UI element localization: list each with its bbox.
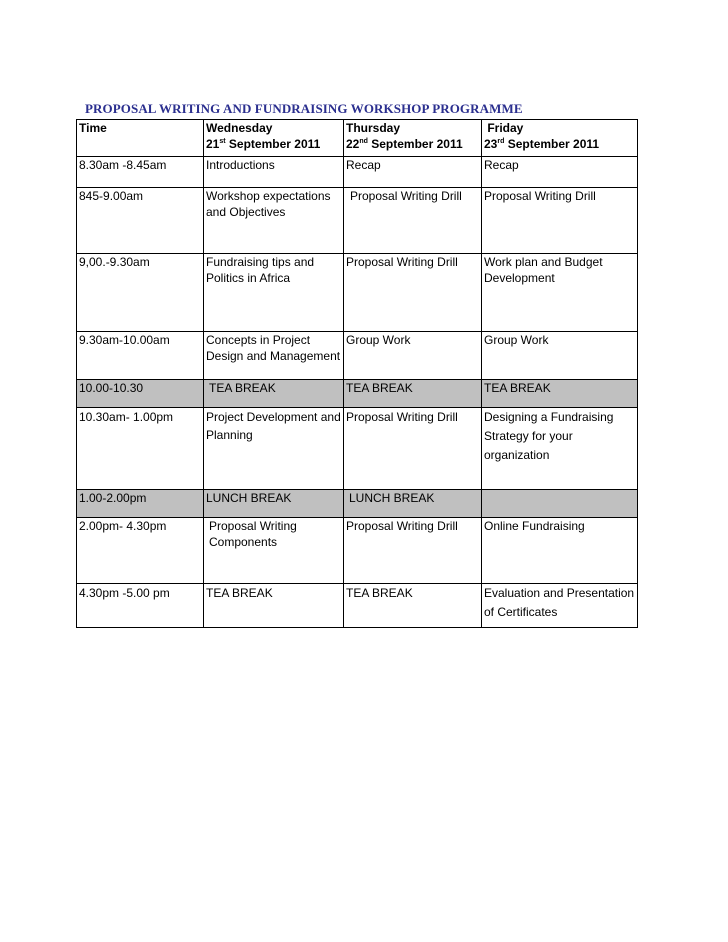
header-thursday-name: Thursday (346, 121, 401, 135)
thursday-cell: Group Work (344, 332, 482, 380)
wednesday-cell: Introductions (204, 157, 344, 188)
thursday-cell: Proposal Writing Drill (344, 254, 482, 332)
header-friday-date (484, 136, 637, 152)
time-cell: 10.30am- 1.00pm (77, 408, 204, 490)
friday-cell: Online Fundraising (482, 518, 638, 584)
wednesday-cell (204, 254, 344, 332)
date-suffix: nd (359, 138, 368, 145)
friday-cell: Proposal Writing Drill (482, 188, 638, 254)
date-rest: September 2011 (504, 137, 600, 151)
table-row (77, 408, 638, 490)
table-row (77, 332, 638, 380)
table-row-break (77, 380, 638, 408)
time-cell: 8.30am -8.45am (77, 157, 204, 188)
thursday-text: LUNCH BREAK (349, 491, 435, 505)
friday-cell: Group Work (482, 332, 638, 380)
thursday-text: Proposal Writing Drill (350, 189, 462, 203)
thursday-cell: Proposal Writing Drill (344, 408, 482, 490)
wednesday-cell: LUNCH BREAK (204, 490, 344, 518)
wednesday-cell: Project Development and Planning (204, 408, 344, 490)
table-row (77, 157, 638, 188)
friday-cell (482, 490, 638, 518)
time-cell: 1.00-2.00pm (77, 490, 204, 518)
friday-cell: TEA BREAK (482, 380, 638, 408)
time-cell: 9.30am-10.00am (77, 332, 204, 380)
document-title: PROPOSAL WRITING AND FUNDRAISING WORKSHOP PROGRAMME (85, 101, 523, 116)
thursday-cell: Proposal Writing Drill (344, 518, 482, 584)
date-num: 22 (346, 137, 360, 151)
table-row-break (77, 490, 638, 518)
time-cell: 2.00pm- 4.30pm (77, 518, 204, 584)
thursday-cell: Recap (344, 157, 482, 188)
thursday-cell: TEA BREAK (344, 380, 482, 408)
wednesday-text: TEA BREAK (209, 381, 276, 395)
table-row (77, 188, 638, 254)
wednesday-cell: TEA BREAK (204, 584, 344, 628)
table-row (77, 518, 638, 584)
header-time: Time (79, 121, 107, 135)
header-row (77, 120, 638, 157)
time-cell: 4.30pm -5.00 pm (77, 584, 204, 628)
date-rest: September 2011 (225, 137, 321, 151)
wednesday-cell: Concepts in Project Design and Management (204, 332, 344, 380)
header-wednesday-date (206, 136, 343, 152)
date-suffix: rd (497, 138, 505, 145)
header-wednesday-name: Wednesday (206, 121, 273, 135)
table-row (77, 254, 638, 332)
programme-table (76, 119, 638, 628)
wednesday-text: Proposal Writing Components (209, 519, 297, 549)
time-cell: 845-9.00am (77, 188, 204, 254)
friday-cell: Work plan and Budget Development (482, 254, 638, 332)
date-rest: September 2011 (367, 137, 463, 151)
friday-cell: Evaluation and Presentation of Certificates (482, 584, 638, 628)
header-time-cell (77, 120, 204, 157)
wednesday-cell (204, 518, 344, 584)
friday-label: Friday (487, 121, 524, 135)
thursday-cell: TEA BREAK (344, 584, 482, 628)
thursday-cell (344, 490, 482, 518)
time-cell: 9,00.-9.30am (77, 254, 204, 332)
time-cell: 10.00-10.30 (77, 380, 204, 408)
date-num: 23 (484, 137, 498, 151)
friday-cell: Designing a Fundraising Strategy for your organization (482, 408, 638, 490)
header-friday-cell (482, 120, 638, 157)
header-thursday-date (346, 136, 481, 152)
header-wednesday-cell (204, 120, 344, 157)
wednesday-cell: Workshop expectations and Objectives (204, 188, 344, 254)
table-row (77, 584, 638, 628)
date-num: 21 (206, 137, 220, 151)
wednesday-cell (204, 380, 344, 408)
friday-cell: Recap (482, 157, 638, 188)
wednesday-text: Fundraising tips and Politics in Africa (206, 255, 315, 285)
date-suffix: st (219, 138, 226, 145)
thursday-cell (344, 188, 482, 254)
header-thursday-cell (344, 120, 482, 157)
header-friday-name (484, 120, 637, 136)
